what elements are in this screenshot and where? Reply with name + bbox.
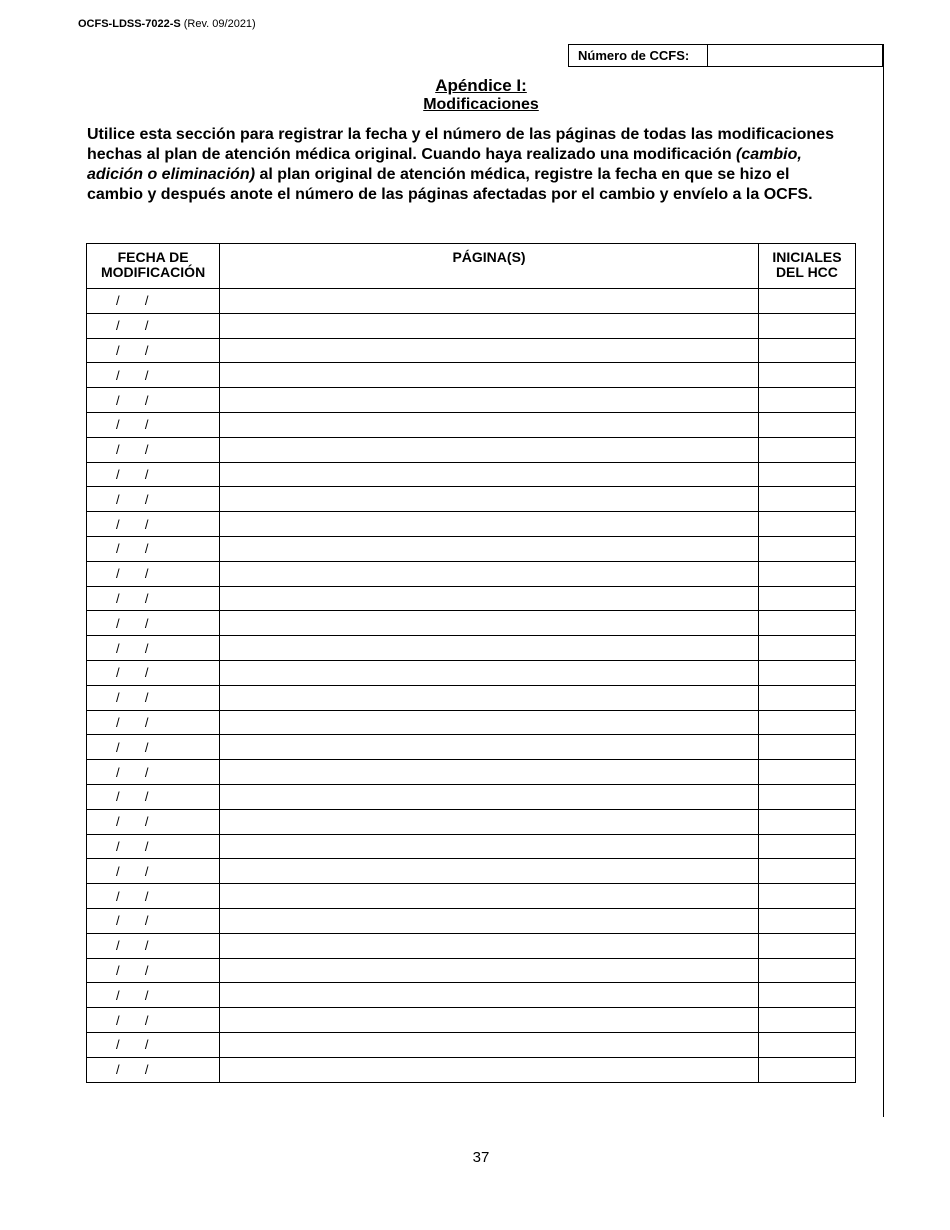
date-cell[interactable]: / / <box>87 487 220 512</box>
pages-cell[interactable] <box>220 784 759 809</box>
right-margin-rule <box>883 44 884 1117</box>
table-row <box>87 784 856 809</box>
date-cell[interactable]: / / <box>87 908 220 933</box>
initials-cell[interactable] <box>758 710 855 735</box>
pages-cell[interactable] <box>220 660 759 685</box>
pages-cell[interactable] <box>220 1032 759 1057</box>
instructions-paragraph <box>87 125 847 205</box>
header-pages: PÁGINA(S) <box>220 244 759 289</box>
pages-cell[interactable] <box>220 958 759 983</box>
date-cell[interactable]: / / <box>87 611 220 636</box>
pages-cell[interactable] <box>220 462 759 487</box>
initials-cell[interactable] <box>758 586 855 611</box>
table-row <box>87 1008 856 1033</box>
pages-cell[interactable] <box>220 1008 759 1033</box>
table-row <box>87 760 856 785</box>
header-initials: INICIALES DEL HCC <box>758 244 855 289</box>
form-code: OCFS-LDSS-7022-S <box>78 18 181 30</box>
table-row <box>87 462 856 487</box>
table-row <box>87 660 856 685</box>
initials-cell[interactable] <box>758 487 855 512</box>
table-row <box>87 685 856 710</box>
date-cell[interactable]: / / <box>87 462 220 487</box>
table-row <box>87 388 856 413</box>
pages-cell[interactable] <box>220 437 759 462</box>
table-row <box>87 859 856 884</box>
form-revision: (Rev. 09/2021) <box>183 18 256 30</box>
table-row <box>87 313 856 338</box>
date-cell[interactable]: / / <box>87 412 220 437</box>
date-cell[interactable]: / / <box>87 388 220 413</box>
pages-cell[interactable] <box>220 760 759 785</box>
pages-cell[interactable] <box>220 536 759 561</box>
initials-cell[interactable] <box>758 1032 855 1057</box>
instructions-text-2: al plan original de atención médica, registre la fecha en que se hizo el cambio y después anote el número de las páginas afectadas por el cambio y envíelo a la OCFS. <box>87 166 813 203</box>
initials-cell[interactable] <box>758 536 855 561</box>
table-row <box>87 983 856 1008</box>
date-cell[interactable]: / / <box>87 512 220 537</box>
initials-cell[interactable] <box>758 363 855 388</box>
pages-cell[interactable] <box>220 908 759 933</box>
table-row <box>87 487 856 512</box>
date-cell[interactable]: / / <box>87 313 220 338</box>
date-cell[interactable]: / / <box>87 536 220 561</box>
date-cell[interactable]: / / <box>87 884 220 909</box>
appendix-title: Apéndice I: <box>435 76 527 95</box>
form-identifier <box>78 18 256 31</box>
initials-cell[interactable] <box>758 859 855 884</box>
date-cell[interactable]: / / <box>87 561 220 586</box>
initials-cell[interactable] <box>758 908 855 933</box>
pages-cell[interactable] <box>220 859 759 884</box>
pages-cell[interactable] <box>220 388 759 413</box>
date-cell[interactable]: / / <box>87 289 220 314</box>
header-date: FECHA DE MODIFICACIÓN <box>87 244 220 289</box>
pages-cell[interactable] <box>220 710 759 735</box>
date-cell[interactable]: / / <box>87 1008 220 1033</box>
date-cell[interactable]: / / <box>87 834 220 859</box>
pages-cell[interactable] <box>220 685 759 710</box>
pages-cell[interactable] <box>220 1057 759 1082</box>
initials-cell[interactable] <box>758 289 855 314</box>
initials-cell[interactable] <box>758 561 855 586</box>
date-cell[interactable]: / / <box>87 760 220 785</box>
pages-cell[interactable] <box>220 636 759 661</box>
table-row <box>87 958 856 983</box>
initials-cell[interactable] <box>758 784 855 809</box>
table-row <box>87 561 856 586</box>
pages-cell[interactable] <box>220 809 759 834</box>
table-row <box>87 338 856 363</box>
table-row <box>87 710 856 735</box>
date-cell[interactable]: / / <box>87 660 220 685</box>
date-cell[interactable]: / / <box>87 809 220 834</box>
table-row <box>87 289 856 314</box>
date-cell[interactable]: / / <box>87 710 220 735</box>
table-row <box>87 809 856 834</box>
ccfs-number-label: Número de CCFS: <box>569 45 708 66</box>
table-row <box>87 884 856 909</box>
initials-cell[interactable] <box>758 760 855 785</box>
date-cell[interactable]: / / <box>87 983 220 1008</box>
initials-cell[interactable] <box>758 636 855 661</box>
table-row <box>87 1057 856 1082</box>
pages-cell[interactable] <box>220 338 759 363</box>
table-header-row <box>87 244 856 289</box>
date-cell[interactable]: / / <box>87 1057 220 1082</box>
initials-cell[interactable] <box>758 437 855 462</box>
initials-cell[interactable] <box>758 735 855 760</box>
table-row <box>87 536 856 561</box>
pages-cell[interactable] <box>220 983 759 1008</box>
pages-cell[interactable] <box>220 363 759 388</box>
pages-cell[interactable] <box>220 313 759 338</box>
initials-cell[interactable] <box>758 412 855 437</box>
date-cell[interactable]: / / <box>87 437 220 462</box>
table-row <box>87 834 856 859</box>
modifications-table <box>86 243 856 1083</box>
date-cell[interactable]: / / <box>87 1032 220 1057</box>
pages-cell[interactable] <box>220 289 759 314</box>
initials-cell[interactable] <box>758 660 855 685</box>
initials-cell[interactable] <box>758 1008 855 1033</box>
pages-cell[interactable] <box>220 561 759 586</box>
initials-cell[interactable] <box>758 685 855 710</box>
table-row <box>87 636 856 661</box>
date-cell[interactable]: / / <box>87 636 220 661</box>
date-cell[interactable]: / / <box>87 586 220 611</box>
table-row <box>87 412 856 437</box>
ccfs-number-field[interactable] <box>708 45 882 66</box>
initials-cell[interactable] <box>758 462 855 487</box>
date-cell[interactable]: / / <box>87 933 220 958</box>
initials-cell[interactable] <box>758 958 855 983</box>
pages-cell[interactable] <box>220 834 759 859</box>
initials-cell[interactable] <box>758 834 855 859</box>
table-row <box>87 1032 856 1057</box>
initials-cell[interactable] <box>758 388 855 413</box>
initials-cell[interactable] <box>758 983 855 1008</box>
table-row <box>87 908 856 933</box>
table-row <box>87 586 856 611</box>
appendix-subtitle: Modificaciones <box>423 96 539 113</box>
table-row <box>87 363 856 388</box>
pages-cell[interactable] <box>220 884 759 909</box>
initials-cell[interactable] <box>758 933 855 958</box>
initials-cell[interactable] <box>758 313 855 338</box>
pages-cell[interactable] <box>220 412 759 437</box>
table-body <box>87 289 856 1083</box>
date-cell[interactable]: / / <box>87 338 220 363</box>
instructions-text-1: Utilice esta sección para registrar la fecha y el número de las páginas de todas las modificaciones hechas al plan de atención médica original. Cuando haya realizado una modificación <box>87 126 834 163</box>
initials-cell[interactable] <box>758 884 855 909</box>
pages-cell[interactable] <box>220 735 759 760</box>
initials-cell[interactable] <box>758 338 855 363</box>
pages-cell[interactable] <box>220 512 759 537</box>
date-cell[interactable]: / / <box>87 735 220 760</box>
pages-cell[interactable] <box>220 586 759 611</box>
initials-cell[interactable] <box>758 512 855 537</box>
initials-cell[interactable] <box>758 1057 855 1082</box>
initials-cell[interactable] <box>758 809 855 834</box>
table-row <box>87 512 856 537</box>
table-row <box>87 611 856 636</box>
pages-cell[interactable] <box>220 487 759 512</box>
date-cell[interactable]: / / <box>87 784 220 809</box>
pages-cell[interactable] <box>220 933 759 958</box>
table-row <box>87 933 856 958</box>
date-cell[interactable]: / / <box>87 363 220 388</box>
ccfs-number-box <box>568 44 883 67</box>
date-cell[interactable]: / / <box>87 958 220 983</box>
instructions-italic: (cambio, adición o eliminación) <box>87 146 802 183</box>
page-number: 37 <box>472 1149 490 1166</box>
date-cell[interactable]: / / <box>87 859 220 884</box>
pages-cell[interactable] <box>220 611 759 636</box>
date-cell[interactable]: / / <box>87 685 220 710</box>
initials-cell[interactable] <box>758 611 855 636</box>
table-row <box>87 437 856 462</box>
table-row <box>87 735 856 760</box>
